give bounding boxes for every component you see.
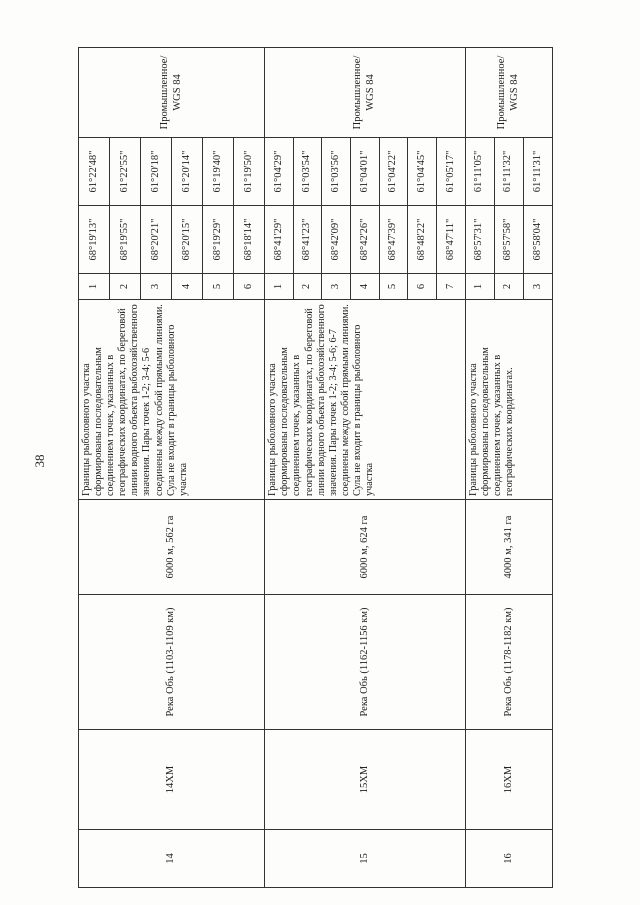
point-number: 3 [322,274,351,300]
area-size: 6000 м, 562 га [79,500,265,595]
area-size: 6000 м, 624 га [265,500,465,595]
area-size: 4000 м, 341 га [465,500,552,595]
latitude-cell: 68°47'39" [379,206,408,274]
longitude-cell: 61°03'54" [293,138,322,206]
latitude-cell: 68°19'13" [79,206,110,274]
river-section: Река Обь (1162-1156 км) [265,595,465,730]
point-number: 1 [465,274,494,300]
longitude-cell: 61°04'45" [408,138,437,206]
point-number: 5 [379,274,408,300]
longitude-cell: 61°11'05" [465,138,494,206]
table-row [79,48,110,888]
longitude-cell: 61°03'56" [322,138,351,206]
point-number: 7 [436,274,465,300]
fishing-areas-table [78,47,553,888]
latitude-cell: 68°20'21" [141,206,172,274]
longitude-cell: 61°04'22" [379,138,408,206]
latitude-cell: 68°20'15" [172,206,203,274]
boundary-description: Границы рыболовного участка сформированы последовательным соединением точек, указанных в географических координатах, по береговой линии водного объекта рыбохозяйственного значения. Пары точек 1-2; 3-4; 5-6 соединены между собой прямыми линиями. Сула не входит в границы рыболовного участка [79,300,265,500]
area-code: 16ХМ [465,730,552,830]
point-number: 2 [110,274,141,300]
latitude-cell: 68°41'29" [265,206,294,274]
latitude-cell: 68°19'55" [110,206,141,274]
latitude-cell: 68°48'22" [408,206,437,274]
point-number: 3 [523,274,552,300]
longitude-cell: 61°11'32" [494,138,523,206]
latitude-cell: 68°42'09" [322,206,351,274]
river-section: Река Обь (1103-1109 км) [79,595,265,730]
point-number: 2 [494,274,523,300]
boundary-description: Границы рыболовного участка сформированы последовательным соединением точек, указанных в географических координатах. [465,300,552,500]
area-code: 15ХМ [265,730,465,830]
latitude-cell: 68°42'26" [351,206,380,274]
latitude-cell: 68°57'31" [465,206,494,274]
area-code: 14ХМ [79,730,265,830]
latitude-cell: 68°58'04" [523,206,552,274]
point-number: 3 [141,274,172,300]
table-row [465,48,494,888]
point-number: 2 [293,274,322,300]
point-number: 1 [265,274,294,300]
latitude-cell: 68°47'11" [436,206,465,274]
row-number: 16 [465,830,552,888]
river-section: Река Обь (1178-1182 км) [465,595,552,730]
page-number: 38 [32,454,47,468]
latitude-cell: 68°19'29" [203,206,234,274]
boundary-description: Границы рыболовного участка сформированы последовательным соединением точек, указанных в географических координатах, по береговой линии водного объекта рыбохозяйственного значения. Пары точек 1-2; 3-4; 5-6; 6-7 соединены между собой прямыми линиями. Сула не входит в границы рыболовного участка [265,300,465,500]
longitude-cell: 61°20'18" [141,138,172,206]
point-number: 1 [79,274,110,300]
longitude-cell: 61°20'14" [172,138,203,206]
latitude-cell: 68°41'23" [293,206,322,274]
point-number: 6 [234,274,265,300]
row-number: 14 [79,830,265,888]
longitude-cell: 61°11'31" [523,138,552,206]
usage-category: Промышленное/ WGS 84 [465,48,552,138]
point-number: 5 [203,274,234,300]
longitude-cell: 61°04'01" [351,138,380,206]
rotated-table-container [78,48,553,888]
point-number: 4 [351,274,380,300]
point-number: 4 [172,274,203,300]
longitude-cell: 61°19'40" [203,138,234,206]
latitude-cell: 68°18'14" [234,206,265,274]
point-number: 6 [408,274,437,300]
table-row [265,48,294,888]
longitude-cell: 61°19'50" [234,138,265,206]
row-number: 15 [265,830,465,888]
usage-category: Промышленное/ WGS 84 [265,48,465,138]
longitude-cell: 61°04'29" [265,138,294,206]
table-body [79,48,553,888]
usage-category: Промышленное/ WGS 84 [79,48,265,138]
longitude-cell: 61°22'48" [79,138,110,206]
latitude-cell: 68°57'58" [494,206,523,274]
longitude-cell: 61°22'55" [110,138,141,206]
longitude-cell: 61°05'17" [436,138,465,206]
